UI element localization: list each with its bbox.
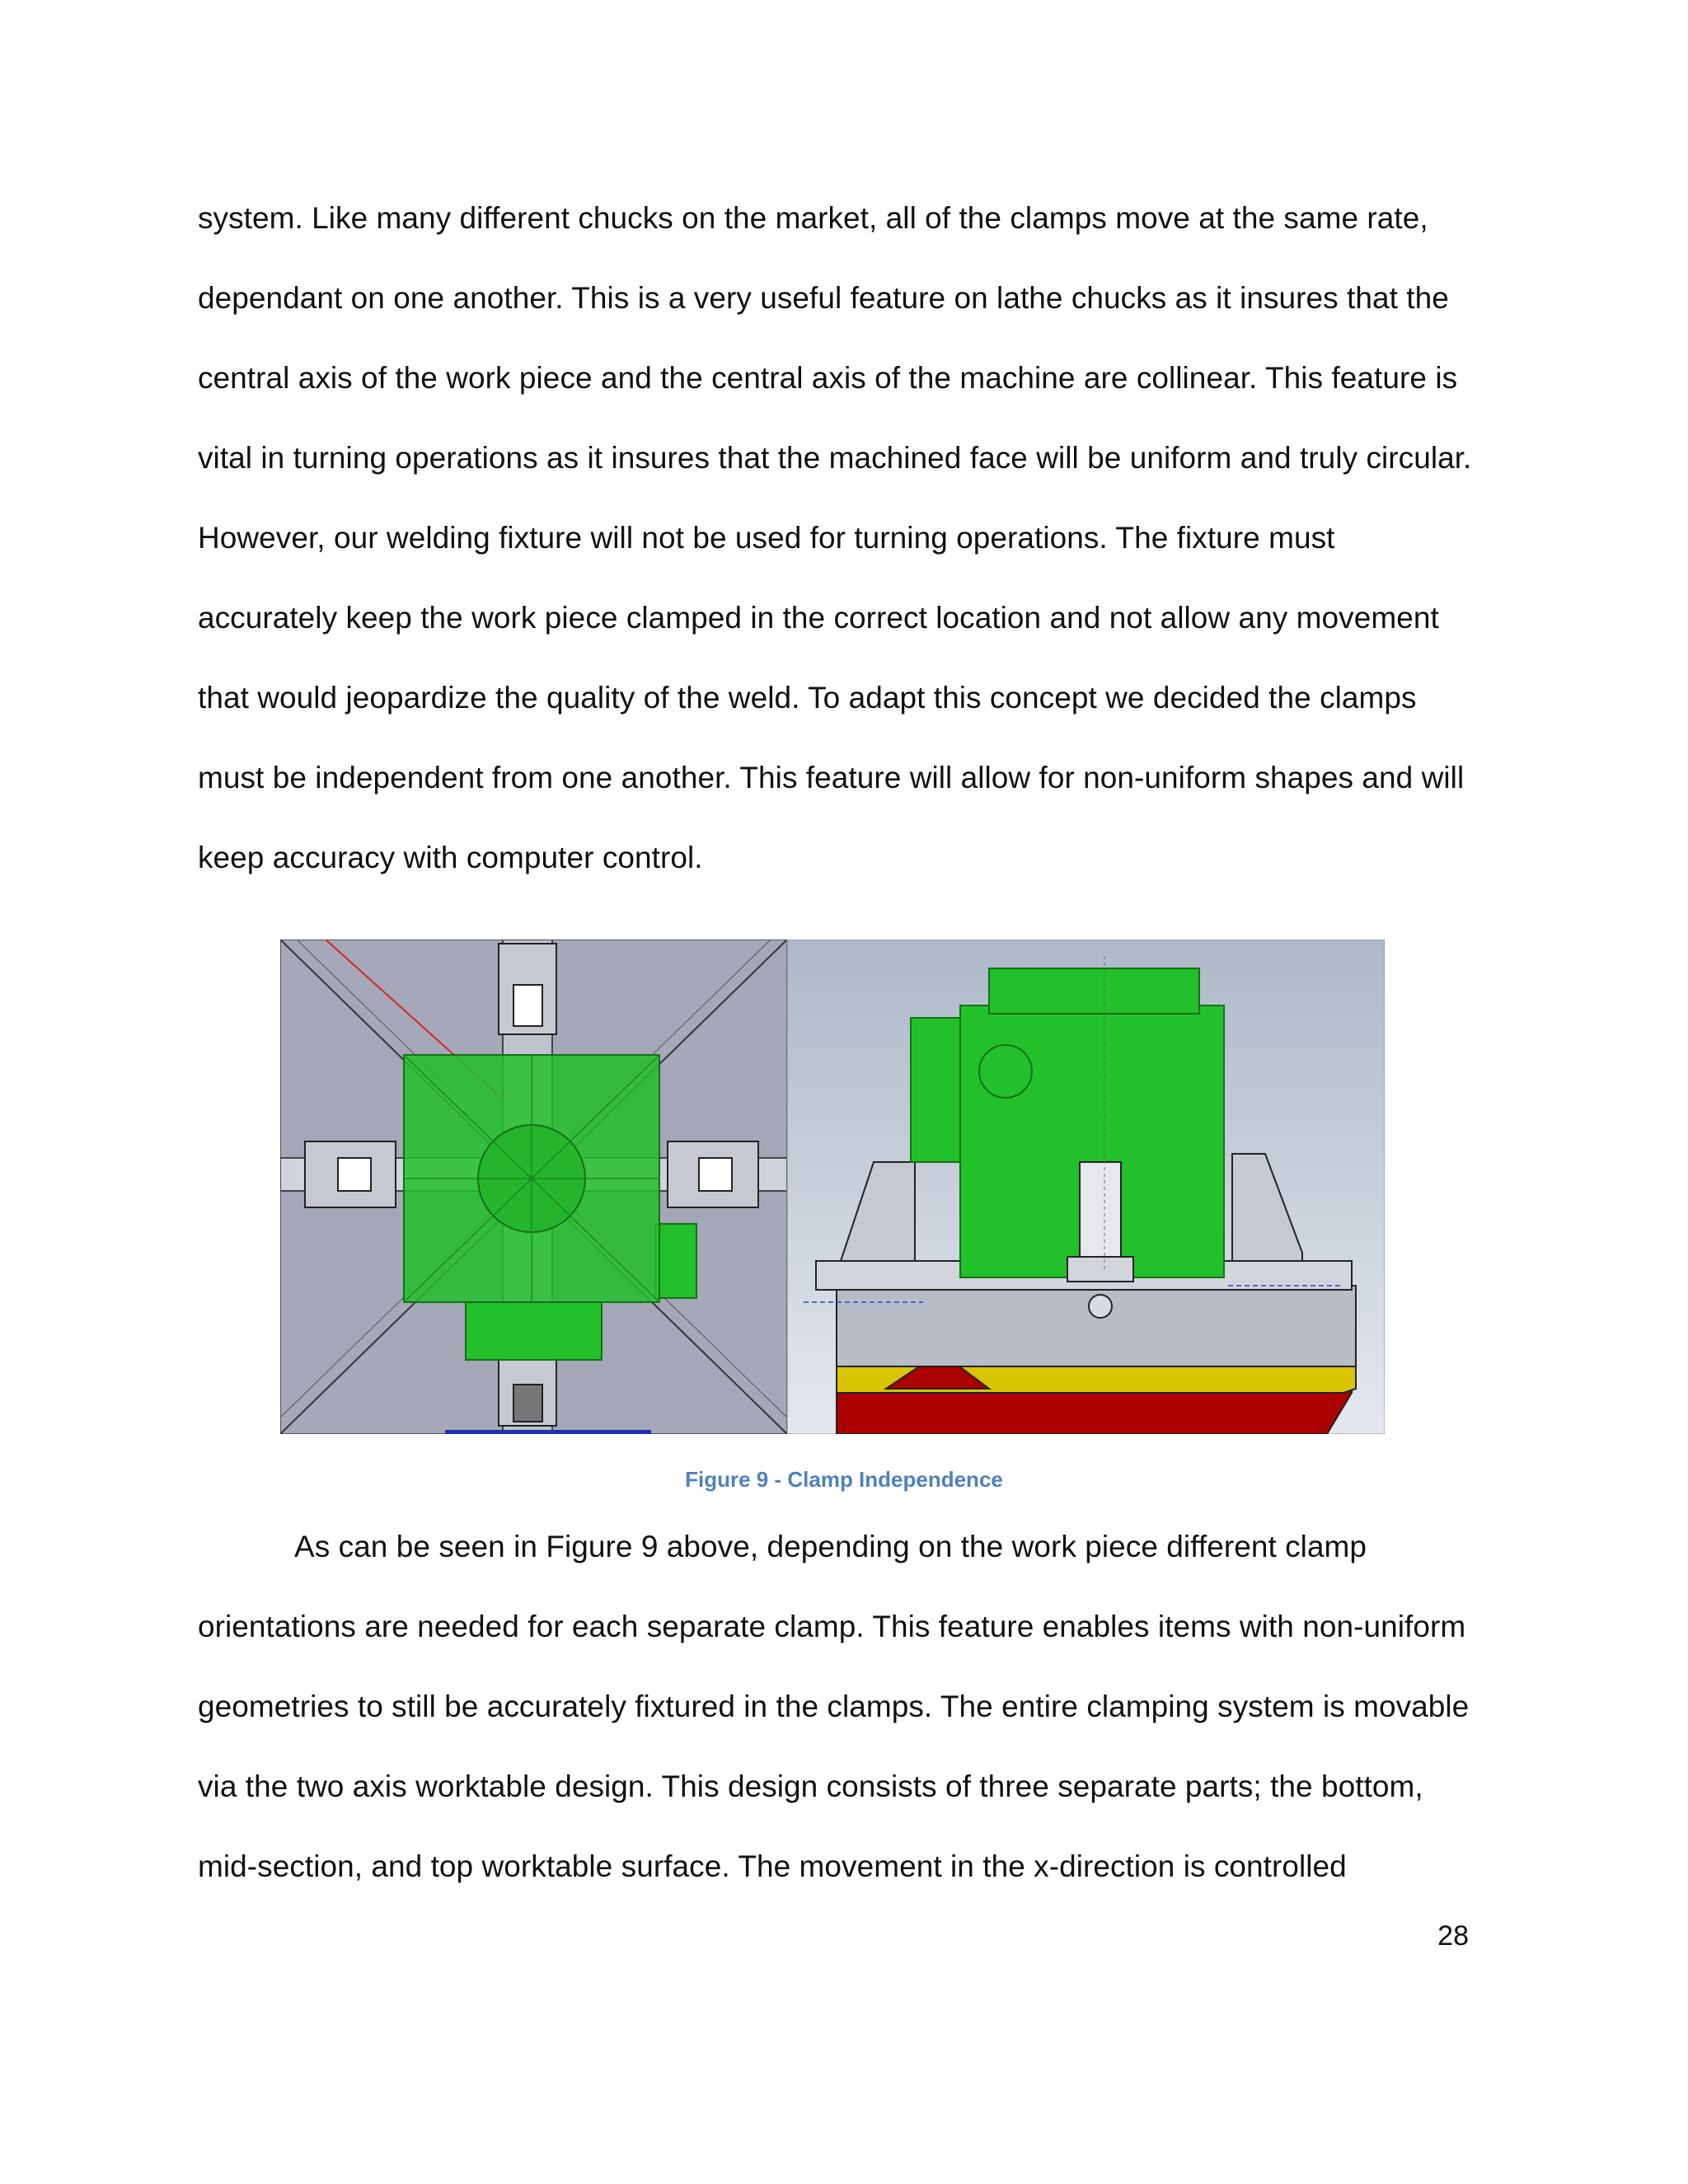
clamp-independence-figure — [280, 940, 1385, 1434]
text-line: that would jeopardize the quality of the weld. To adapt this concept we decided the clamps — [198, 681, 1417, 715]
text-line: keep accuracy with computer control. — [198, 841, 703, 874]
top-view-panel — [280, 940, 787, 1434]
figure-caption: Figure 9 - Clamp Independence — [685, 1467, 1003, 1492]
text-line: must be independent from one another. This feature will allow for non-uniform shapes and will — [198, 761, 1465, 794]
front-view-panel — [787, 940, 1385, 1434]
text-line: As can be seen in Figure 9 above, depending on the work piece different clamp — [294, 1530, 1367, 1563]
text-line: accurately keep the work piece clamped in the correct location and not allow any movement — [198, 601, 1439, 635]
text-line: via the two axis worktable design. This design consists of three separate parts; the bottom, — [198, 1769, 1423, 1803]
text-line: mid-section, and top worktable surface. The movement in the x-direction is controlled — [198, 1849, 1347, 1883]
text-line: central axis of the work piece and the central axis of the machine are collinear. This feature is — [198, 361, 1458, 395]
text-line: vital in turning operations as it insures that the machined face will be uniform and truly circular. — [198, 441, 1472, 475]
text-line: system. Like many different chucks on the market, all of the clamps move at the same rate, — [198, 201, 1428, 235]
text-line: orientations are needed for each separate clamp. This feature enables items with non-uniform — [198, 1610, 1466, 1643]
text-line: dependant on one another. This is a very useful feature on lathe chucks as it insures that the — [198, 281, 1449, 315]
page-number: 28 — [1437, 1920, 1469, 1952]
text-line: However, our welding fixture will not be used for turning operations. The fixture must — [198, 521, 1335, 555]
text-line: geometries to still be accurately fixtured in the clamps. The entire clamping system is movable — [198, 1690, 1470, 1723]
